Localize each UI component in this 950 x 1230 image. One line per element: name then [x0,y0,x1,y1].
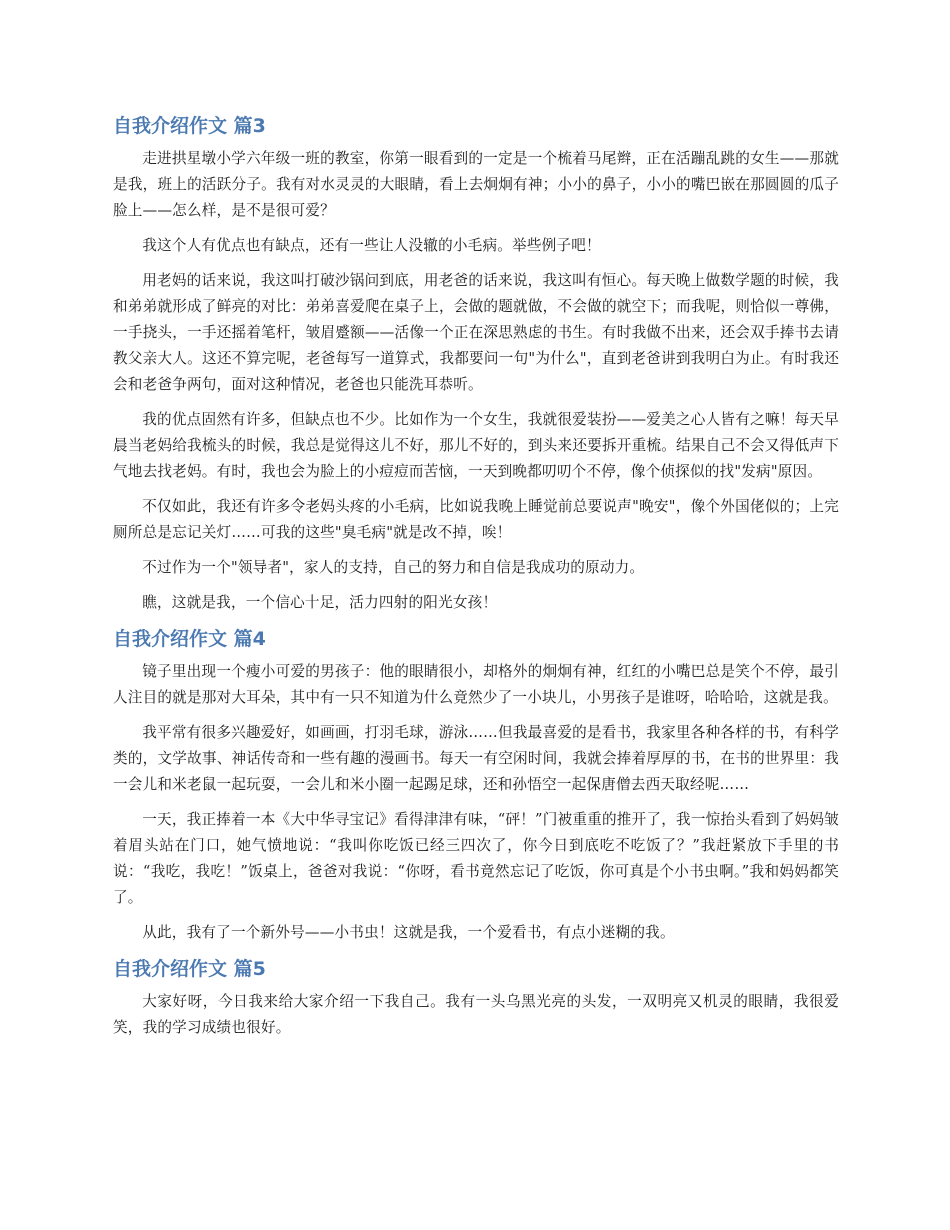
paragraph: 我的优点固然有许多，但缺点也不少。比如作为一个女生，我就很爱装扮——爱美之心人皆有之嘛！每天早晨当老妈给我梳头的时候，我总是觉得这儿不好，那儿不好的，到头来还要拆开重梳。结果自己不会又得低声下气地去找老妈。有时，我也会为脸上的小痘痘而苦恼，一天到晚都叨叨个不停，像个侦探似的找"发病"原因。 [113,411,839,480]
paragraph: 一天，我正捧着一本《大中华寻宝记》看得津津有味，“砰！”门被重重的推开了，我一惊抬头看到了妈妈皱着眉头站在门口，她气愤地说：“我叫你吃饭已经三四次了，你今日到底吃不吃饭了？”我赶紧放下手里的书说：“我吃，我吃！”饭桌上，爸爸对我说：“你呀，看书竟然忘记了吃饭，你可真是个小书虫啊。”我和妈妈都笑了。 [113,811,839,906]
section-title: 自我介绍作文 篇3 [113,115,266,137]
paragraph: 瞧，这就是我，一个信心十足，活力四射的阳光女孩！ [142,594,498,611]
essay-section-4 [113,625,839,946]
paragraph: 镜子里出现一个瘦小可爱的男孩子：他的眼睛很小，却格外的炯炯有神，红红的小嘴巴总是笑个不停，最引人注目的就是那对大耳朵，其中有一只不知道为什么竟然少了一小块儿，小男孩子是谁呀，哈哈哈，这就是我。 [113,663,839,706]
paragraph: 我平常有很多兴趣爱好，如画画，打羽毛球，游泳……但我最喜爱的是看书，我家里各种各样的书，有科学类的，文学故事、神话传奇和一些有趣的漫画书。每天一有空闲时间，我就会捧着厚厚的书，在书的世界里：我一会儿和米老鼠一起玩耍，一会儿和米小圈一起踢足球，还和孙悟空一起保唐僧去西天取经呢…… [113,724,839,793]
paragraph: 用老妈的话来说，我这叫打破沙锅问到底，用老爸的话来说，我这叫有恒心。每天晚上做数学题的时候，我和弟弟就形成了鲜亮的对比：弟弟喜爱爬在桌子上，会做的题就做，不会做的就空下；而我呢，则恰似一尊佛，一手挠头，一手还摇着笔杆，皱眉蹙额——活像一个正在深思熟虑的书生。有时我做不出来，还会双手捧书去请教父亲大人。这还不算完呢，老爸每写一道算式，我都要问一句"为什么"，直到老爸讲到我明白为止。有时我还会和老爸争两句，面对这种情况，老爸也只能洗耳恭听。 [113,272,839,393]
paragraph: 从此，我有了一个新外号——小书虫！这就是我，一个爱看书，有点小迷糊的我。 [142,924,675,941]
essay-section-5 [113,955,839,1041]
paragraph: 我这个人有优点也有缺点，还有一些让人没辙的小毛病。举些例子吧！ [142,237,601,254]
section-title: 自我介绍作文 篇4 [113,628,266,650]
section-title: 自我介绍作文 篇5 [113,958,266,980]
document-page [113,112,839,1050]
paragraph: 大家好呀，今日我来给大家介绍一下我自己。我有一头乌黑光亮的头发，一双明亮又机灵的眼睛，我很爱笑，我的学习成绩也很好。 [113,993,839,1036]
essay-section-3 [113,112,839,616]
paragraph: 不过作为一个"领导者"，家人的支持，自己的努力和自信是我成功的原动力。 [142,559,645,576]
paragraph: 走进拱星墩小学六年级一班的教室，你第一眼看到的一定是一个梳着马尾辫，正在活蹦乱跳的女生——那就是我，班上的活跃分子。我有对水灵灵的大眼睛，看上去炯炯有神；小小的鼻子，小小的嘴巴嵌在那圆圆的瓜子脸上——怎么样，是不是很可爱？ [113,150,839,219]
paragraph: 不仅如此，我还有许多令老妈头疼的小毛病，比如说我晚上睡觉前总要说声"晚安"，像个外国佬似的；上完厕所总是忘记关灯……可我的这些"臭毛病"就是改不掉，唉！ [113,498,839,541]
